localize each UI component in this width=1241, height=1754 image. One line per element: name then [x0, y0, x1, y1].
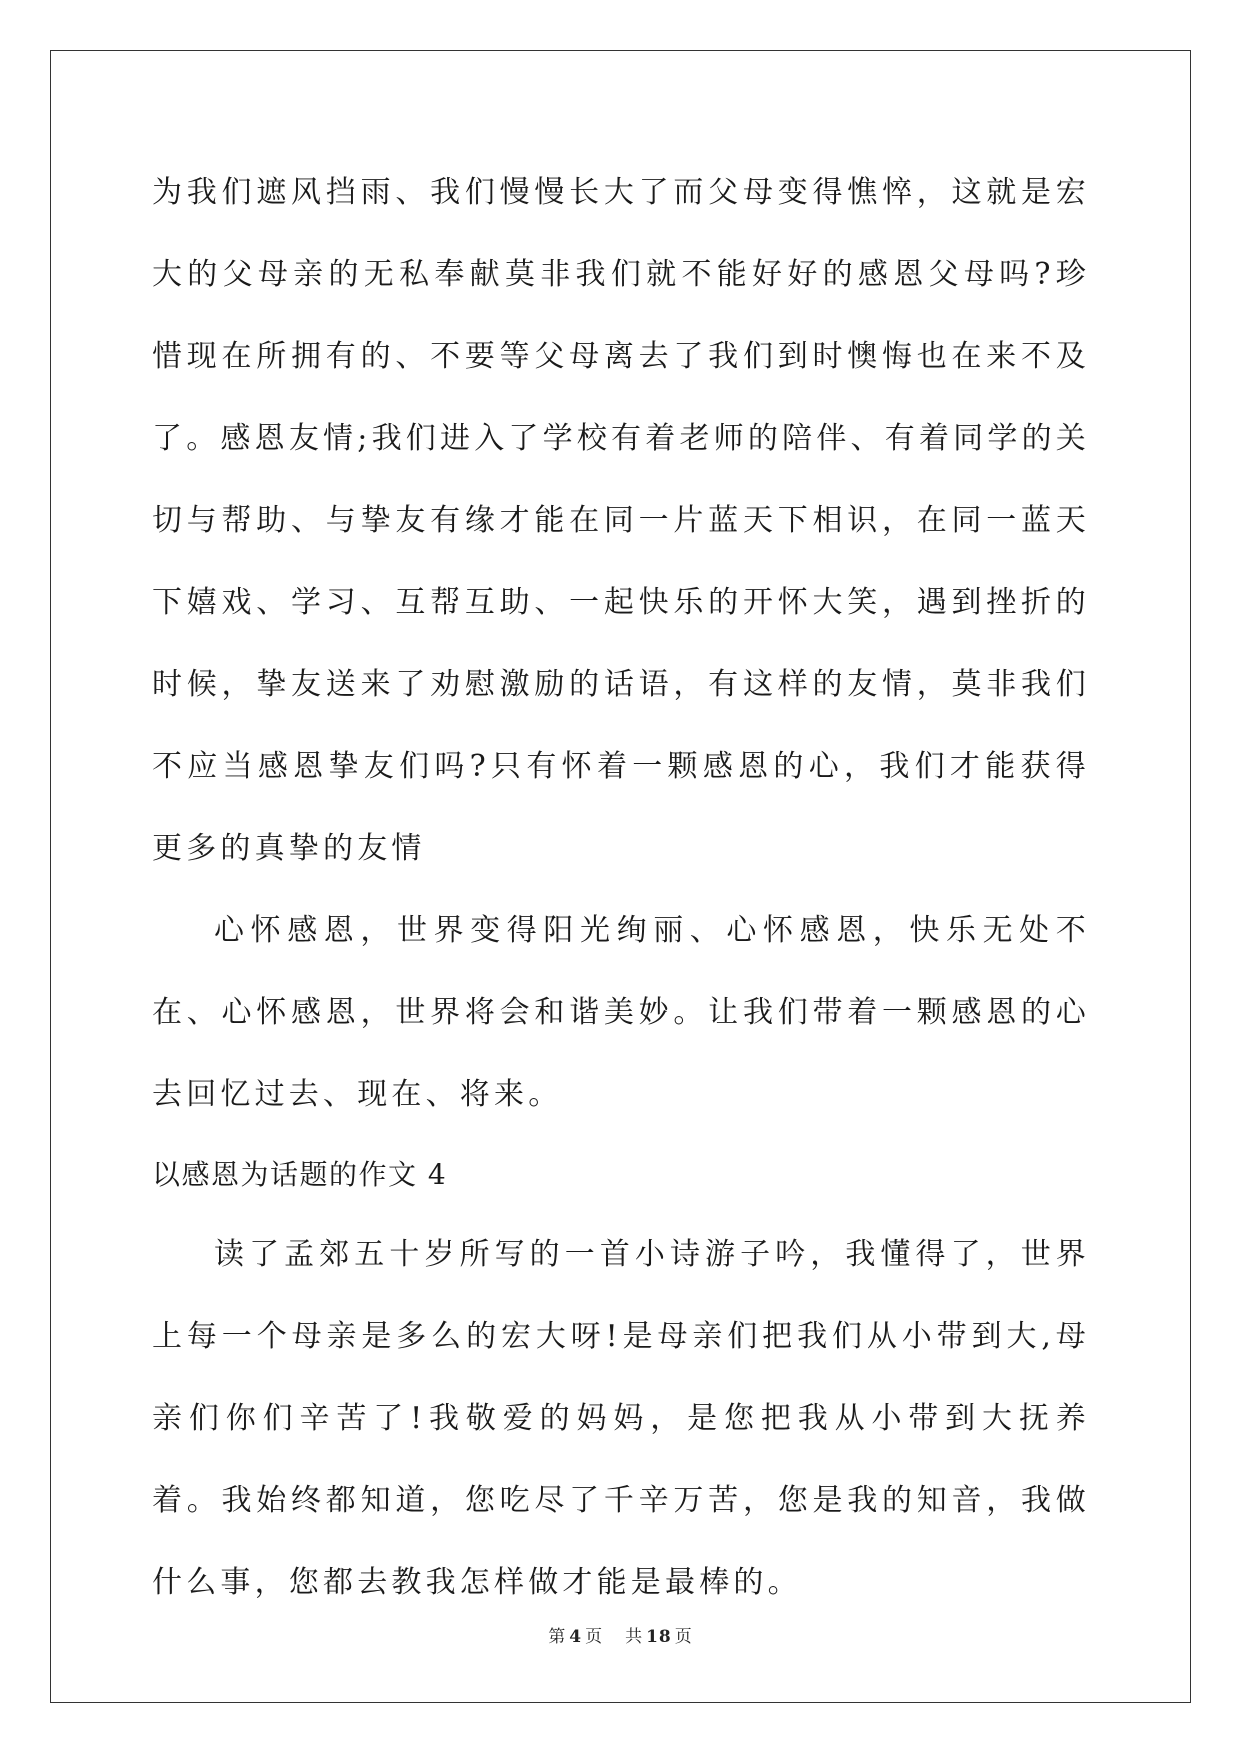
footer-prefix: 第 — [548, 1627, 567, 1647]
footer-page-suffix: 页 — [585, 1627, 604, 1647]
current-page-number: 4 — [569, 1627, 583, 1647]
document-body — [152, 152, 1090, 1624]
total-pages-number: 18 — [646, 1627, 672, 1647]
page-footer — [0, 1622, 1241, 1647]
paragraph-mother: 读了孟郊五十岁所写的一首小诗游子吟，我懂得了，世界上每一个母亲是多么的宏大呀!是母亲们把我们从小带到大,母亲们你们辛苦了!我敬爱的妈妈，是您把我从小带到大抚养着。我始终都知道，您吃尽了千辛万苦，您是我的知音，我做什么事，您都去教我怎样做才能是最棒的。 — [152, 1237, 1090, 1600]
footer-total-suffix: 页 — [674, 1627, 693, 1647]
footer-total-prefix: 共 — [625, 1627, 644, 1647]
paragraph-gratitude-heart: 心怀感恩，世界变得阳光绚丽、心怀感恩，快乐无处不在、心怀感恩，世界将会和谐美妙。让我们带着一颗感恩的心去回忆过去、现在、将来。 — [152, 913, 1090, 1112]
paragraph-gratitude-parents-friends: 为我们遮风挡雨、我们慢慢长大了而父母变得憔悴，这就是宏大的父母亲的无私奉献莫非我们就不能好好的感恩父母吗?珍惜现在所拥有的、不要等父母离去了我们到时懊悔也在来不及了。感恩友情;我们进入了学校有着老师的陪伴、有着同学的关切与帮助、与挚友有缘才能在同一片蓝天下相识，在同一蓝天下嬉戏、学习、互帮互助、一起快乐的开怀大笑，遇到挫折的时候，挚友送来了劝慰激励的话语，有这样的友情，莫非我们不应当感恩挚友们吗?只有怀着一颗感恩的心，我们才能获得更多的真挚的友情 — [152, 175, 1090, 866]
section-title: 以感恩为话题的作文 4 — [152, 1158, 448, 1191]
